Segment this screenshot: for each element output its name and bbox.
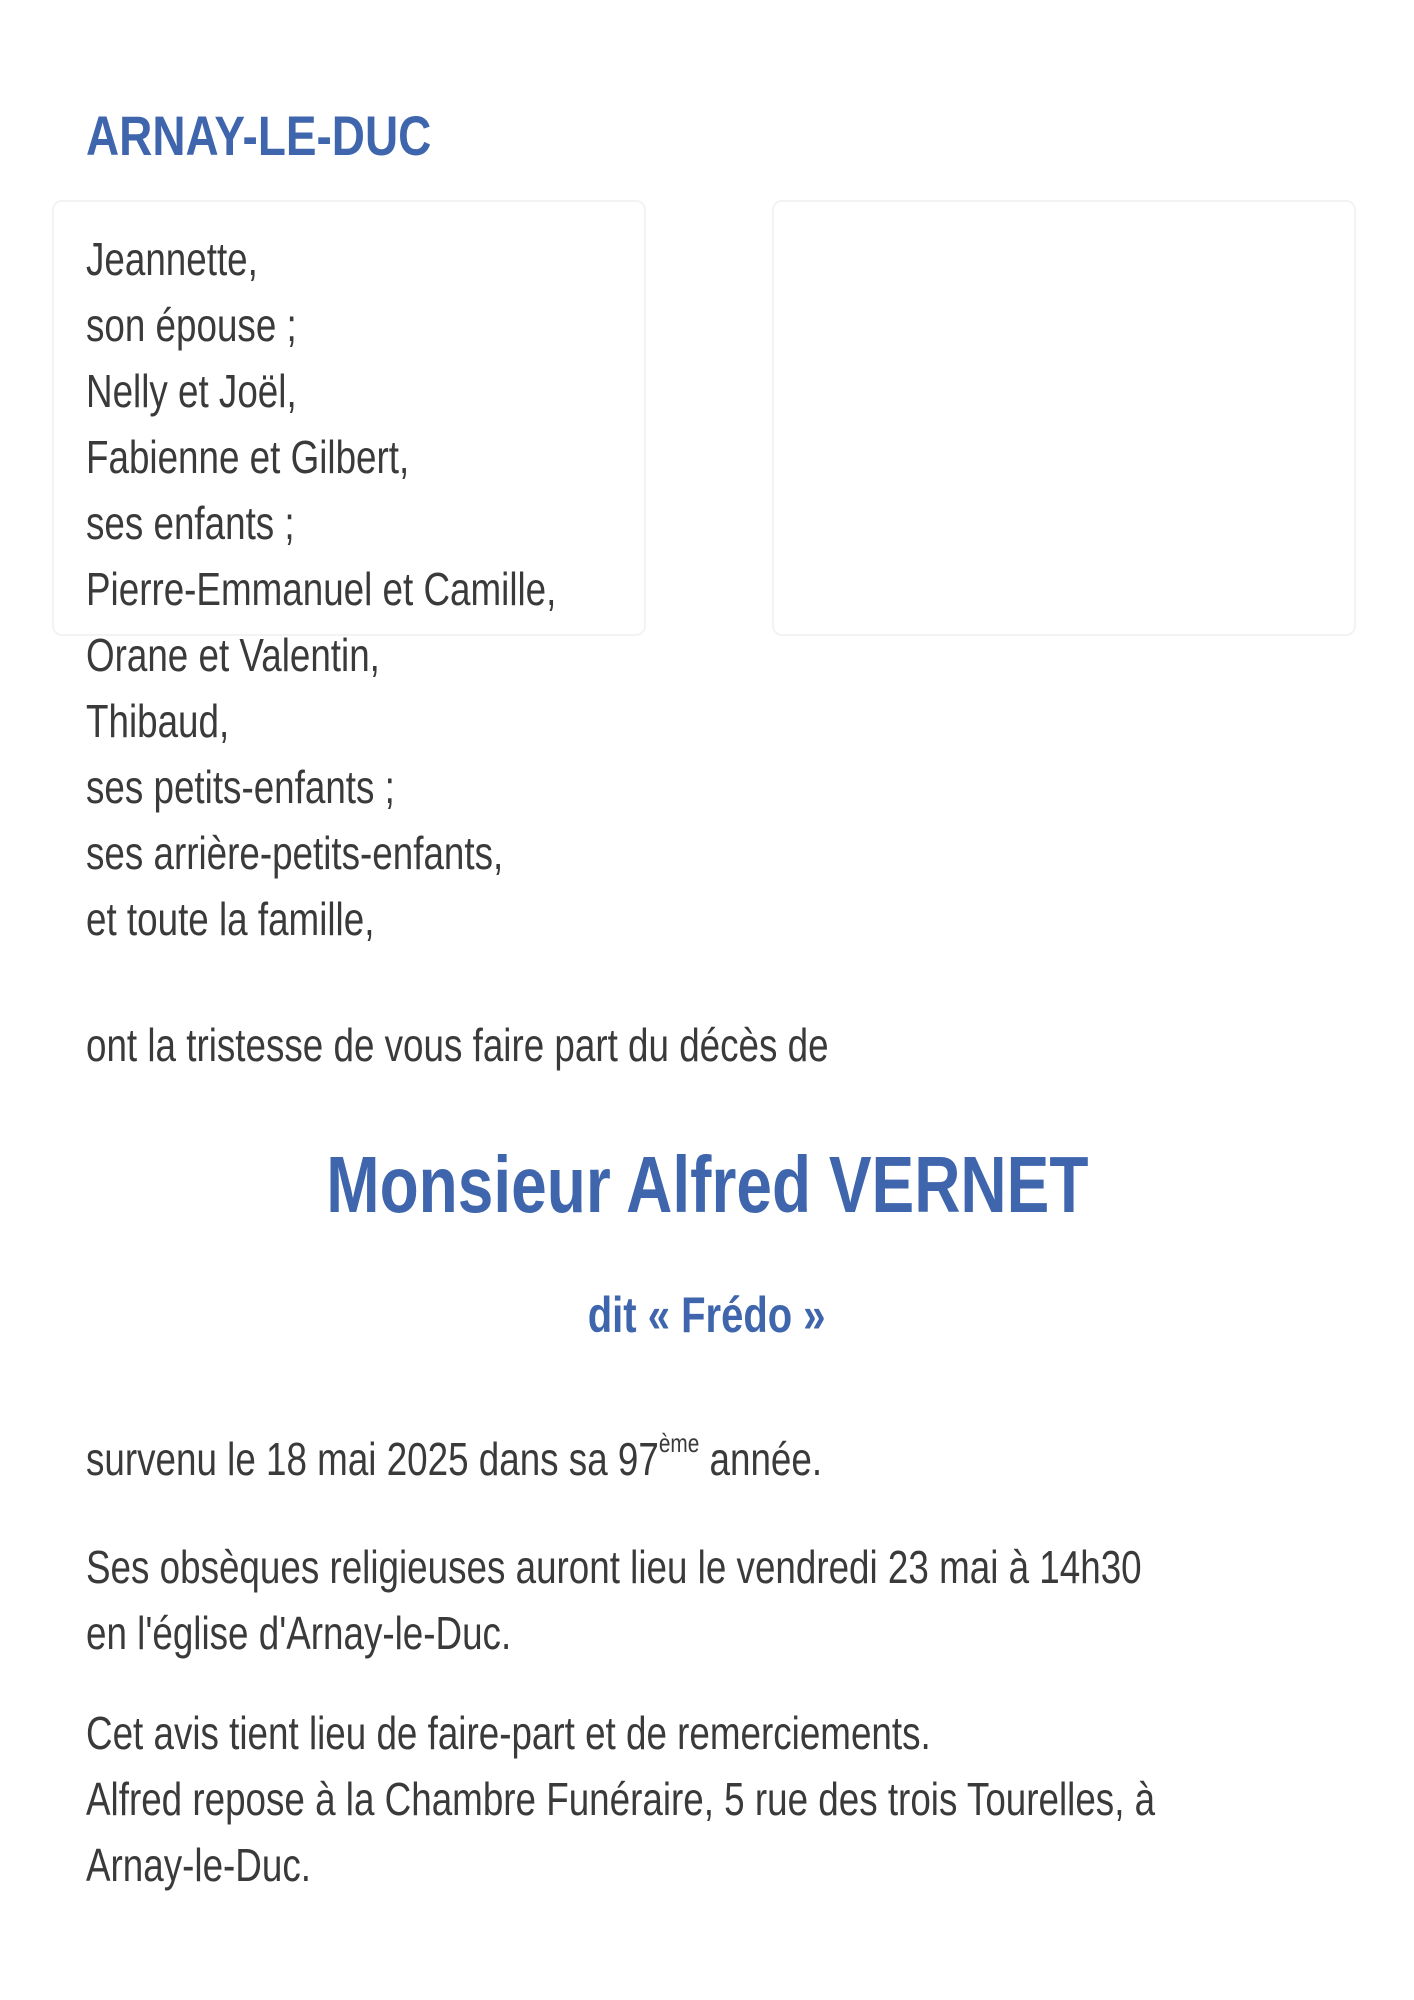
family-line: Jeannette, [86, 233, 258, 285]
death-date-prefix: survenu le 18 mai 2025 dans sa 97 [86, 1433, 659, 1485]
death-date-suffix: année. [699, 1433, 823, 1485]
funeral-line: Ses obsèques religieuses auront lieu le vendredi 23 mai à 14h30 [86, 1541, 1142, 1593]
deceased-name-text: Monsieur Alfred VERNET [325, 1140, 1089, 1229]
family-line: son épouse ; [86, 299, 297, 351]
ordinal-suffix: ème [658, 1428, 700, 1458]
family-line: ses petits-enfants ; [86, 761, 395, 813]
faint-background-box-right [772, 200, 1356, 636]
deceased-name [0, 1140, 1414, 1229]
funeral-line: en l'église d'Arnay-le-Duc. [86, 1607, 512, 1659]
announcement-text: ont la tristesse de vous faire part du décès de [86, 1019, 829, 1071]
nickname [0, 1287, 1414, 1343]
town-heading: ARNAY-LE-DUC [86, 104, 432, 167]
family-line: et toute la famille, [86, 893, 375, 945]
family-line: Nelly et Joël, [86, 365, 297, 417]
family-line: ses enfants ; [86, 497, 295, 549]
death-date-line [86, 1428, 823, 1486]
nickname-text: dit « Frédo » [588, 1287, 826, 1343]
closing-paragraph [86, 1700, 1155, 1898]
closing-line: Cet avis tient lieu de faire-part et de remerciements. [86, 1707, 931, 1759]
family-line: Orane et Valentin, [86, 629, 380, 681]
family-line: ses arrière-petits-enfants, [86, 827, 504, 879]
family-line: Fabienne et Gilbert, [86, 431, 410, 483]
closing-line: Alfred repose à la Chambre Funéraire, 5 rue des trois Tourelles, à [86, 1773, 1156, 1825]
family-list [86, 226, 674, 952]
family-line: Pierre-Emmanuel et Camille, [86, 563, 557, 615]
family-line: Thibaud, [86, 695, 230, 747]
funeral-paragraph [86, 1534, 1142, 1666]
closing-line: Arnay-le-Duc. [86, 1839, 311, 1891]
